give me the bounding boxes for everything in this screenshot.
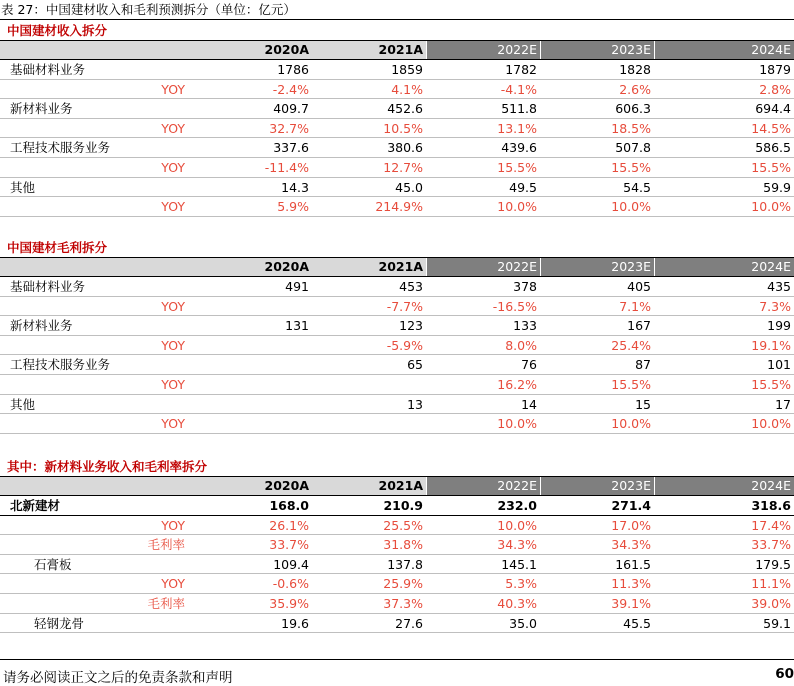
cell: 11.1% xyxy=(751,576,791,592)
year-header: 2023E xyxy=(540,41,654,59)
cell: 606.3 xyxy=(615,101,651,117)
cell: 2.6% xyxy=(619,81,651,97)
cell: 35.9% xyxy=(269,595,309,611)
cell: 7.1% xyxy=(619,298,651,314)
cell: 1786 xyxy=(277,62,309,77)
row-label: 工程技术服务业务 xyxy=(10,140,111,156)
cell: 1859 xyxy=(391,62,423,77)
cell: 131 xyxy=(285,318,309,334)
row-label: YOY xyxy=(161,298,185,314)
cell: 210.9 xyxy=(383,498,423,513)
row-label: YOY xyxy=(161,120,185,136)
year-header: 2023E xyxy=(540,477,654,495)
cell xyxy=(198,395,312,414)
cell: 34.3% xyxy=(611,537,651,553)
cell: 8.0% xyxy=(505,337,537,353)
cell: 1828 xyxy=(619,62,651,77)
cell: 10.0% xyxy=(611,199,651,215)
year-header: 2021A xyxy=(312,258,426,276)
cell: 15 xyxy=(635,396,651,412)
row-label: 基础材料业务 xyxy=(10,279,86,294)
year-header: 2020A xyxy=(198,41,312,59)
table-row xyxy=(0,355,794,375)
table-row xyxy=(0,395,794,415)
cell: 405 xyxy=(627,279,651,294)
cell: 167 xyxy=(627,318,651,334)
cell: 19.1% xyxy=(751,337,791,353)
cell: 26.1% xyxy=(269,517,309,533)
caption-rule xyxy=(0,19,794,20)
cell: 10.5% xyxy=(383,120,423,136)
cell: 145.1 xyxy=(501,556,537,572)
cell: -7.7% xyxy=(386,298,423,314)
cell: 11.3% xyxy=(611,576,651,592)
row-label: 轻钢龙骨 xyxy=(34,615,85,631)
cell: 15.5% xyxy=(611,159,651,175)
cell: 10.0% xyxy=(497,199,537,215)
table-row xyxy=(0,119,794,139)
cell: 14.5% xyxy=(751,120,791,136)
cell: 109.4 xyxy=(273,556,309,572)
table-row xyxy=(0,594,794,614)
cell: 137.8 xyxy=(387,556,423,572)
cell: 452.6 xyxy=(387,101,423,117)
cell: 15.5% xyxy=(751,376,791,392)
table-row xyxy=(0,277,794,297)
cell: 168.0 xyxy=(269,498,309,513)
cell: 271.4 xyxy=(611,498,651,513)
cell: 25.5% xyxy=(383,517,423,533)
cell: 507.8 xyxy=(615,140,651,156)
cell: 7.3% xyxy=(759,298,791,314)
table-caption: 表 27：中国建材收入和毛利预测拆分（单位：亿元） xyxy=(1,2,296,17)
year-header: 2024E xyxy=(654,477,794,495)
year-header: 2020A xyxy=(198,477,312,495)
year-header: 2020A xyxy=(198,258,312,276)
cell xyxy=(198,297,312,316)
table-row xyxy=(0,99,794,119)
table-row xyxy=(0,414,794,434)
cell: 25.9% xyxy=(383,576,423,592)
cell: 32.7% xyxy=(269,120,309,136)
row-label: YOY xyxy=(161,376,185,392)
cell: 35.0 xyxy=(509,615,537,631)
table-row xyxy=(0,158,794,178)
cell: 232.0 xyxy=(497,498,537,513)
row-label: 毛利率 xyxy=(147,537,185,553)
cell: -5.9% xyxy=(386,337,423,353)
year-header: 2022E xyxy=(426,477,540,495)
table-row xyxy=(0,80,794,100)
row-label: 其他 xyxy=(10,396,36,412)
row-label: YOY xyxy=(161,416,185,432)
cell xyxy=(312,414,426,433)
cell: 17.0% xyxy=(611,517,651,533)
cell: 14.3 xyxy=(281,179,309,195)
cell: 87 xyxy=(635,357,651,373)
cell: 5.3% xyxy=(505,576,537,592)
new-materials-split-section xyxy=(0,457,794,633)
cell: 409.7 xyxy=(273,101,309,117)
table-row xyxy=(0,336,794,356)
cell: 694.4 xyxy=(755,101,791,117)
cell: 10.0% xyxy=(497,416,537,432)
page-number: 60 xyxy=(775,666,794,682)
cell: 54.5 xyxy=(623,179,651,195)
row-label: YOY xyxy=(161,517,185,533)
table-row xyxy=(0,555,794,575)
table-row xyxy=(0,197,794,217)
table-row xyxy=(0,614,794,634)
cell: 586.5 xyxy=(755,140,791,156)
cell: 435 xyxy=(767,279,791,294)
cell: 17 xyxy=(775,396,791,412)
cell: 65 xyxy=(407,357,423,373)
cell: 378 xyxy=(513,279,537,294)
cell xyxy=(198,355,312,374)
cell: 45.0 xyxy=(395,179,423,195)
cell: 49.5 xyxy=(509,179,537,195)
cell: 39.1% xyxy=(611,595,651,611)
year-header: 2021A xyxy=(312,477,426,495)
cell: 1782 xyxy=(505,62,537,77)
cell: 318.6 xyxy=(751,498,791,513)
table-row xyxy=(0,496,794,516)
cell: 1879 xyxy=(759,62,791,77)
cell: 34.3% xyxy=(497,537,537,553)
year-header: 2024E xyxy=(654,258,794,276)
cell: 40.3% xyxy=(497,595,537,611)
year-header: 2023E xyxy=(540,258,654,276)
row-label: 北新建材 xyxy=(10,498,61,513)
header-row xyxy=(0,476,794,496)
cell: 37.3% xyxy=(383,595,423,611)
cell: 491 xyxy=(285,279,309,294)
gross-profit-split-section xyxy=(0,238,794,434)
cell: 14 xyxy=(521,396,537,412)
cell: 31.8% xyxy=(383,537,423,553)
cell: 17.4% xyxy=(751,517,791,533)
cell: 133 xyxy=(513,318,537,334)
cell: 45.5 xyxy=(623,615,651,631)
footer-rule xyxy=(0,659,794,660)
section-title: 其中：新材料业务收入和毛利率拆分 xyxy=(7,459,208,474)
cell: 4.1% xyxy=(391,81,423,97)
table-row xyxy=(0,574,794,594)
cell: 15.5% xyxy=(497,159,537,175)
cell: 13 xyxy=(407,396,423,412)
table-row xyxy=(0,297,794,317)
cell: 25.4% xyxy=(611,337,651,353)
cell: 27.6 xyxy=(395,615,423,631)
cell: 439.6 xyxy=(501,140,537,156)
cell: 59.9 xyxy=(763,179,791,195)
cell: 179.5 xyxy=(755,556,791,572)
cell: 380.6 xyxy=(387,140,423,156)
row-label: 工程技术服务业务 xyxy=(10,357,111,373)
cell: 39.0% xyxy=(751,595,791,611)
cell: 15.5% xyxy=(751,159,791,175)
cell: 59.1 xyxy=(763,615,791,631)
cell: 123 xyxy=(399,318,423,334)
header-row xyxy=(0,257,794,277)
table-row xyxy=(0,138,794,158)
year-header: 2022E xyxy=(426,258,540,276)
row-label: YOY xyxy=(161,159,185,175)
cell: 15.5% xyxy=(611,376,651,392)
header-row xyxy=(0,40,794,60)
table-row xyxy=(0,316,794,336)
year-header: 2021A xyxy=(312,41,426,59)
table-row xyxy=(0,516,794,536)
cell: 10.0% xyxy=(751,416,791,432)
cell: 10.0% xyxy=(751,199,791,215)
cell: 214.9% xyxy=(375,199,423,215)
cell: -0.6% xyxy=(272,576,309,592)
table-row xyxy=(0,375,794,395)
cell: -16.5% xyxy=(492,298,537,314)
cell: 12.7% xyxy=(383,159,423,175)
cell: 511.8 xyxy=(501,101,537,117)
cell: 5.9% xyxy=(277,199,309,215)
year-header: 2024E xyxy=(654,41,794,59)
row-label: YOY xyxy=(161,199,185,215)
row-label: 其他 xyxy=(10,179,36,195)
row-label: YOY xyxy=(161,337,185,353)
cell xyxy=(198,336,312,355)
cell: 33.7% xyxy=(751,537,791,553)
cell: -2.4% xyxy=(272,81,309,97)
cell: 10.0% xyxy=(497,517,537,533)
table-row xyxy=(0,178,794,198)
cell: 18.5% xyxy=(611,120,651,136)
row-label: 新材料业务 xyxy=(10,101,73,117)
cell: 2.8% xyxy=(759,81,791,97)
cell: 161.5 xyxy=(615,556,651,572)
cell: 10.0% xyxy=(611,416,651,432)
cell: 199 xyxy=(767,318,791,334)
row-label: YOY xyxy=(161,576,185,592)
cell: 33.7% xyxy=(269,537,309,553)
cell: 337.6 xyxy=(273,140,309,156)
cell xyxy=(312,375,426,394)
section-title: 中国建材收入拆分 xyxy=(7,23,108,38)
cell xyxy=(198,375,312,394)
row-label: 新材料业务 xyxy=(10,318,73,334)
cell: 76 xyxy=(521,357,537,373)
cell xyxy=(198,414,312,433)
table-row xyxy=(0,60,794,80)
revenue-split-section xyxy=(0,21,794,217)
row-label: 基础材料业务 xyxy=(10,62,86,77)
cell: -11.4% xyxy=(264,159,309,175)
cell: 13.1% xyxy=(497,120,537,136)
year-header: 2022E xyxy=(426,41,540,59)
cell: 453 xyxy=(399,279,423,294)
cell: 101 xyxy=(767,357,791,373)
table-row xyxy=(0,535,794,555)
cell: -4.1% xyxy=(500,81,537,97)
section-title: 中国建材毛利拆分 xyxy=(7,240,108,255)
row-label: 毛利率 xyxy=(147,595,185,611)
cell: 19.6 xyxy=(281,615,309,631)
cell: 16.2% xyxy=(497,376,537,392)
disclaimer-footer: 请务必阅读正文之后的免责条款和声明 xyxy=(3,670,233,686)
row-label: 石膏板 xyxy=(34,556,72,572)
row-label: YOY xyxy=(161,81,185,97)
